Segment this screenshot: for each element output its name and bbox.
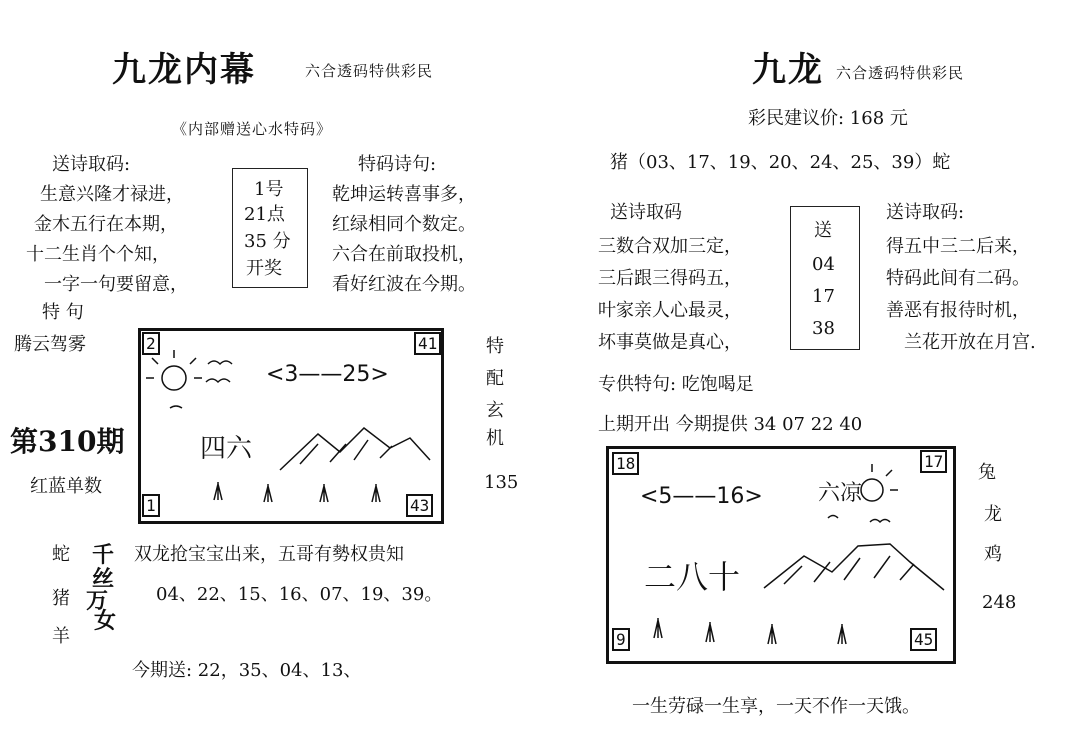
right-special-sentence: 专供特句: 吃饱喝足 (598, 374, 754, 395)
right-poem-line-2: 三后跟三得码五， (598, 268, 742, 289)
left-poem-line-2: 金木五行在本期， (34, 214, 178, 235)
right-price: 彩民建议价: 168 元 (748, 108, 908, 129)
left-poem-line-3: 十二生肖个个知， (26, 244, 170, 265)
sun-icon (861, 464, 898, 501)
left-subtitle: 六合透码特供彩民 (305, 62, 434, 80)
right-poem2-line-4: 兰花开放在月宫. (904, 332, 1036, 353)
right-poem-label-2: 送诗取码: (886, 202, 965, 223)
right-poem-line-4: 坏事莫做是真心， (598, 332, 742, 353)
left-poem-line-4: 一字一句要留意， (44, 274, 188, 295)
left-poem-line-1: 生意兴隆才禄进， (40, 184, 184, 205)
left-zodiac-3: 羊 (52, 626, 70, 647)
right-send-2: 04 (812, 254, 835, 275)
left-right-number: 135 (484, 472, 519, 493)
right-pic-range: <5——16> (640, 484, 763, 509)
left-vertical-1: 特 (486, 336, 504, 357)
right-send-3: 17 (812, 286, 835, 307)
right-send-1: 送 (814, 220, 832, 241)
left-special-line-2: 红绿相同个数定。 (332, 214, 476, 235)
left-draw-line-1: 1号 (254, 179, 284, 200)
left-special-line-3: 六合在前取投机， (332, 244, 476, 265)
left-numbers: 04、22、15、16、07、19、39。 (156, 584, 443, 605)
right-poem2-line-2: 特码此间有二码。 (886, 268, 1030, 289)
sun-icon (146, 350, 202, 390)
left-special-line-1: 乾坤运转喜事多， (332, 184, 476, 205)
right-corner-br: 45 (910, 628, 937, 651)
mountain-icon (280, 428, 430, 470)
big-char-3: 万 (86, 588, 109, 614)
big-char-4: 女 (94, 608, 117, 634)
right-corner-tl: 18 (612, 452, 639, 475)
right-poem-label: 送诗取码 (610, 202, 682, 223)
grass-icon (214, 482, 380, 502)
right-pic-sky-text: 六凉 (818, 481, 863, 506)
left-pic-hand-text: 四六 (200, 434, 253, 464)
left-poem-label: 送诗取码: (52, 154, 131, 175)
left-pic-range: <3——25> (266, 362, 389, 387)
right-corner-tr: 17 (920, 450, 947, 473)
left-corner-bl: 1 (142, 494, 160, 517)
right-pic-hand-text: 二八十 (644, 558, 741, 596)
right-vertical-2: 龙 (984, 504, 1002, 525)
right-corner-bl: 9 (612, 628, 630, 651)
right-right-number: 248 (982, 592, 1017, 613)
left-special-poem-label: 特码诗句: (358, 154, 437, 175)
grass-icon (654, 618, 846, 644)
left-zodiac-1: 蛇 (52, 544, 70, 565)
left-title: 九龙内幕 (112, 50, 256, 90)
left-saying: 双龙抢宝宝出来，五哥有勢权贵知 (134, 544, 404, 565)
left-special-sentence-label: 特 句 (42, 302, 84, 323)
right-poem-line-3: 叶家亲人心最灵， (598, 300, 742, 321)
left-zodiac-2: 猪 (52, 588, 70, 609)
right-poem2-line-3: 善恶有报待时机， (886, 300, 1030, 321)
left-draw-line-2: 21点 (244, 204, 285, 225)
right-poem2-line-1: 得五中三二后来， (886, 236, 1030, 257)
right-picture-sketch (608, 448, 952, 660)
mountain-icon (764, 544, 944, 590)
left-corner-br: 43 (406, 494, 433, 517)
red-blue-label: 红蓝单数 (30, 476, 102, 497)
left-draw-line-3: 35 分 (244, 231, 291, 252)
big-char-1: 千 (92, 542, 115, 568)
right-send-4: 38 (812, 318, 835, 339)
left-picture-sketch (140, 330, 440, 520)
right-footer: 一生劳碌一生享，一天不作一天饿。 (632, 696, 920, 717)
right-poem-line-1: 三数合双加三定， (598, 236, 742, 257)
big-char-2: 丝 (92, 566, 115, 592)
left-phrase: 腾云驾雾 (14, 334, 86, 355)
left-draw-line-4: 开奖 (246, 258, 282, 279)
right-vertical-3: 鸡 (984, 544, 1002, 565)
left-vertical-3: 玄 (486, 400, 504, 421)
left-corner-tl: 2 (142, 332, 160, 355)
right-last-period: 上期开出 今期提供 34 07 22 40 (598, 414, 863, 435)
left-corner-tr: 41 (414, 332, 441, 355)
issue-number: 第310期 (10, 425, 125, 458)
right-title: 九龙 (752, 50, 824, 90)
left-inner-caption: 《内部赠送心水特码》 (172, 120, 333, 138)
left-vertical-2: 配 (486, 368, 504, 389)
right-vertical-1: 兔 (978, 462, 996, 483)
right-range-line: 猪（03、17、19、20、24、25、39）蛇 (610, 152, 951, 173)
left-special-line-4: 看好红波在今期。 (332, 274, 476, 295)
left-today-send: 今期送: 22，35、04、13、 (132, 660, 362, 681)
left-vertical-4: 机 (486, 428, 504, 449)
bird-icon (828, 516, 890, 523)
right-subtitle: 六合透码特供彩民 (836, 64, 965, 82)
